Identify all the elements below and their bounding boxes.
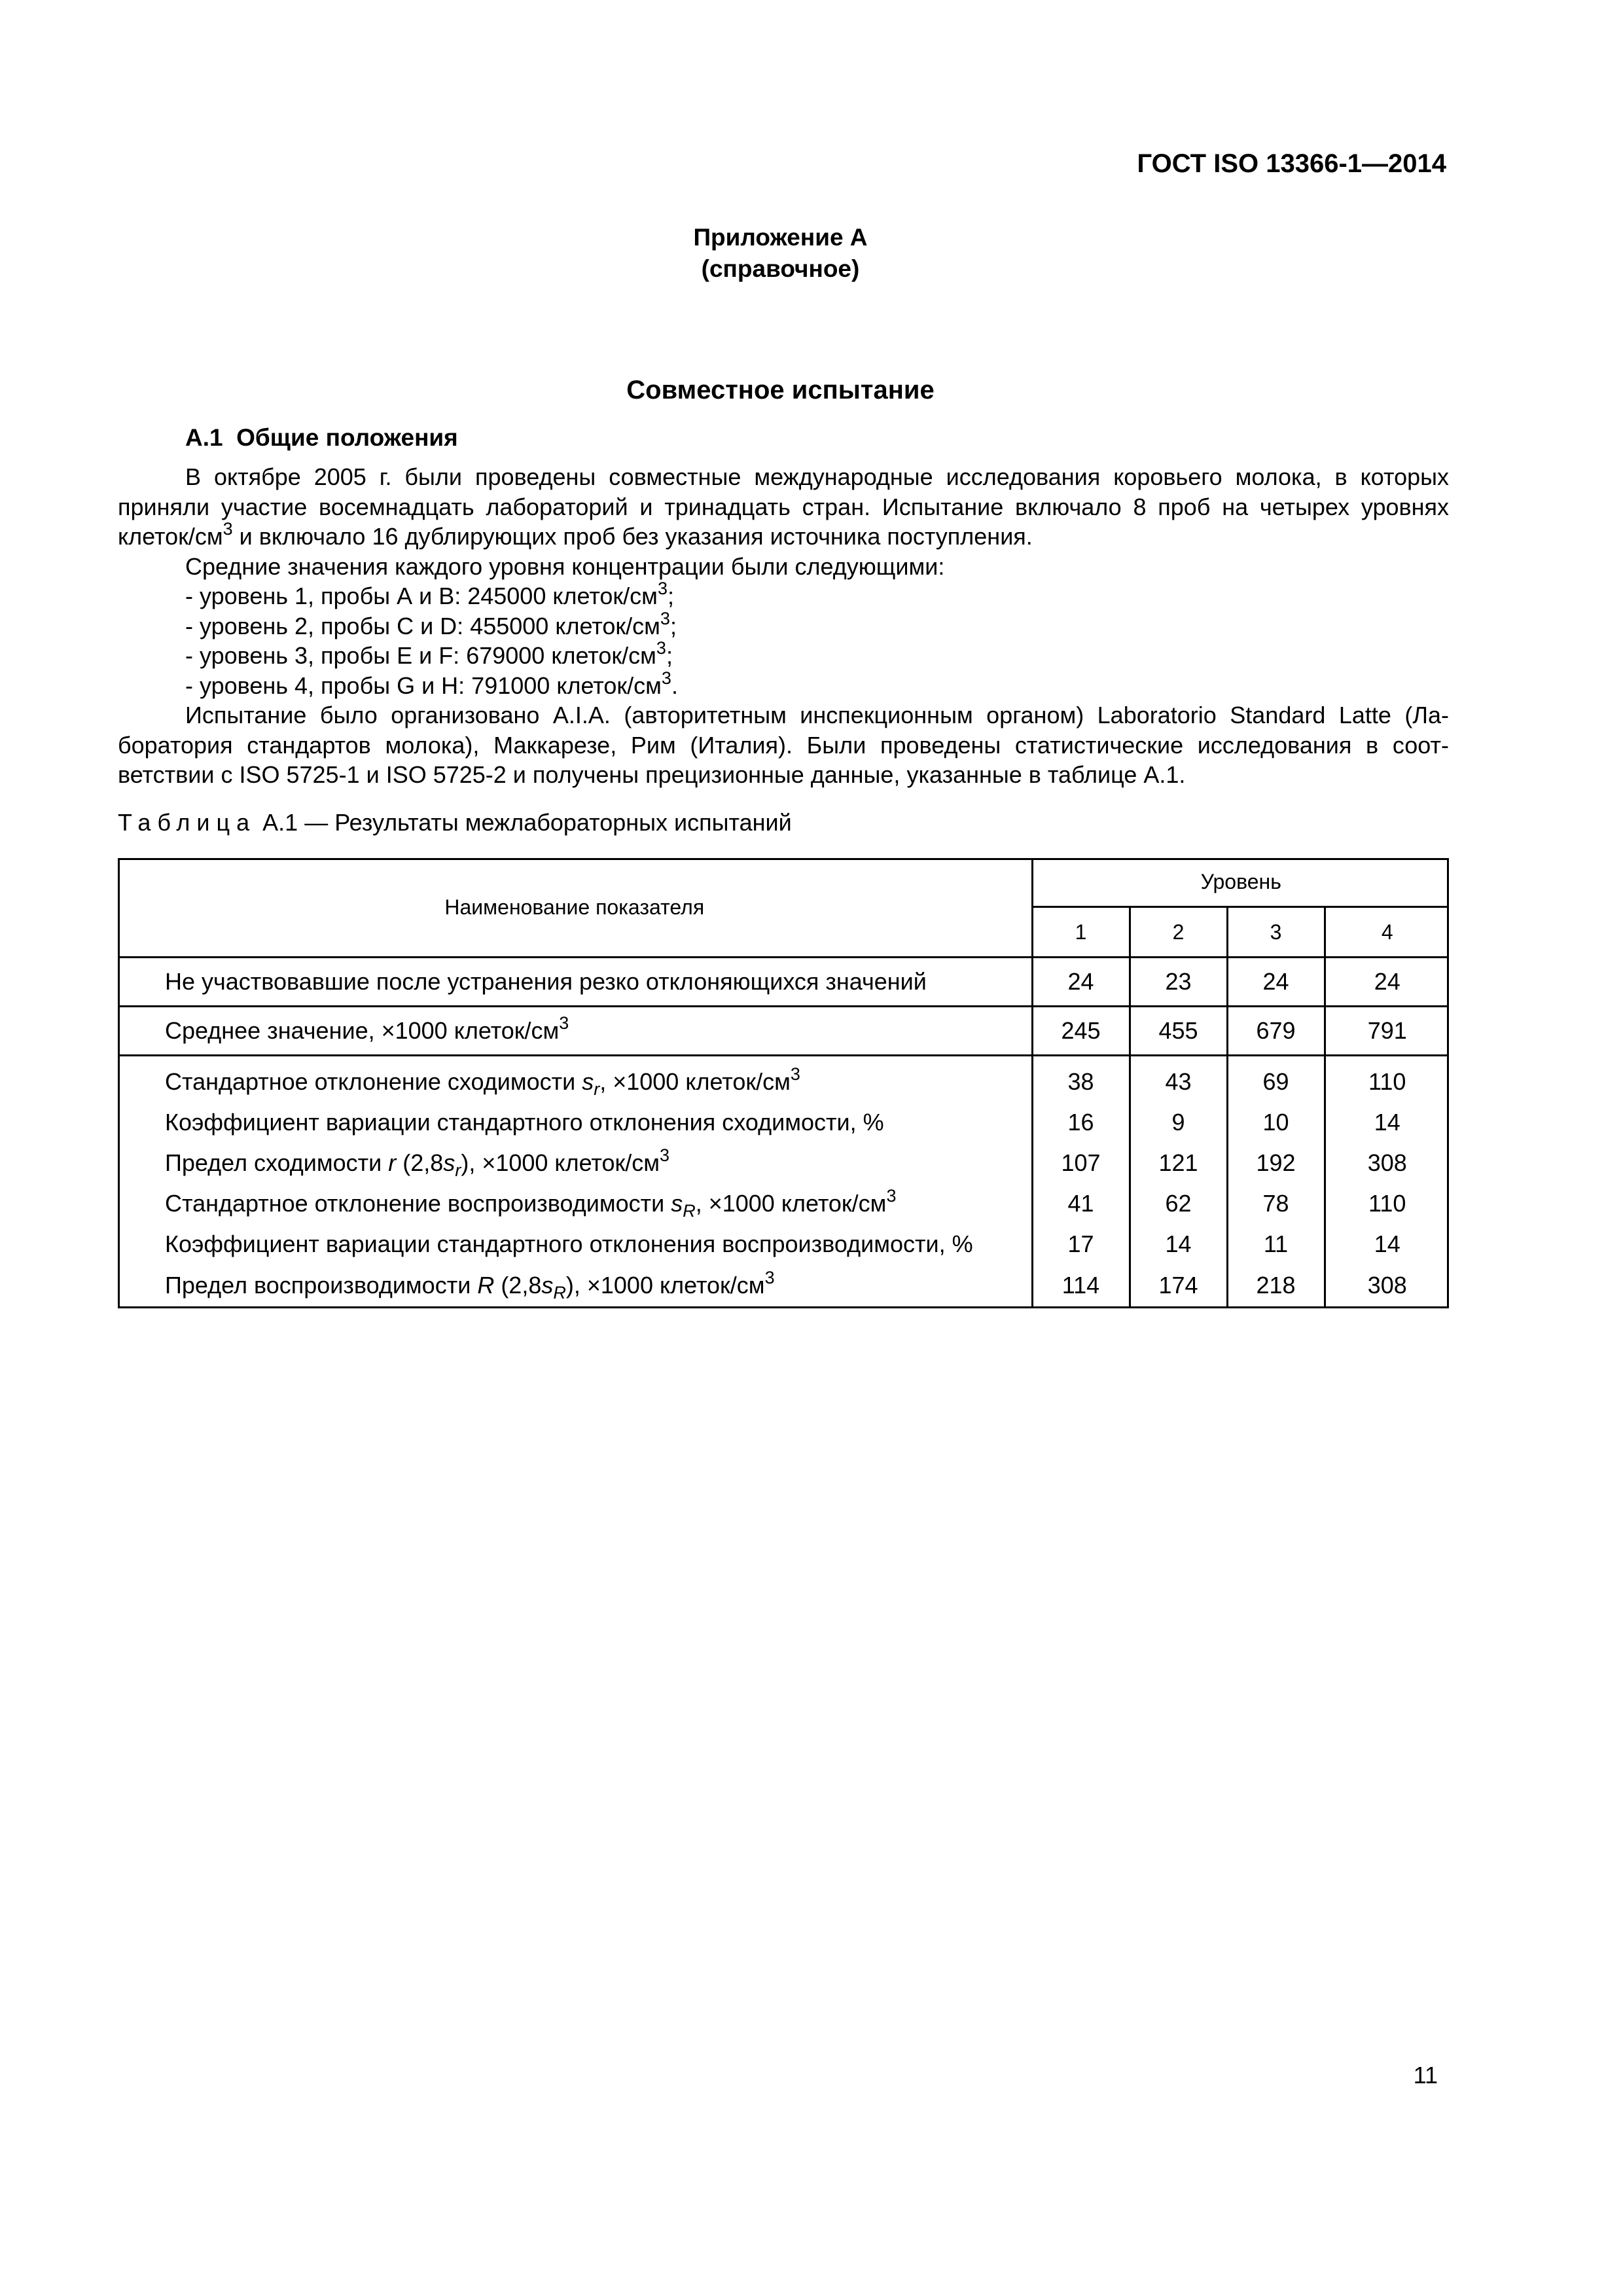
page-number: 11 (1413, 2062, 1438, 2089)
cell-value: 9 (1130, 1102, 1227, 1143)
table-row (118, 1224, 1449, 1265)
row-label: Предел сходимости r $(2,8s_r)$, ×1000 клеток/$см^3$ (165, 1145, 670, 1181)
cell-value: 679 (1227, 1007, 1325, 1056)
cell-value: 121 (1130, 1143, 1227, 1183)
paragraph-3-line-1: Испытание было организовано A.I.A. (авторитетным инспекционным органом) Laboratorio Standard Latte (Ла- (185, 702, 1449, 728)
paragraph-2: Средние значения каждого уровня концентрации были следующими: (185, 552, 945, 580)
row-label: Стандартное отклонение воспроизводимости $s_R$, ×1000 клеток/$см^3$ (165, 1186, 897, 1221)
row-label: Стандартное отклонение сходимости $s_r$, ×1000 клеток/$см^3$ (165, 1064, 800, 1100)
cell-value: 11 (1227, 1224, 1325, 1265)
cell-value: 308 (1325, 1265, 1449, 1306)
cell-value: 14 (1325, 1102, 1449, 1143)
level-number: 4 (1325, 907, 1449, 958)
table-row (118, 1007, 1449, 1056)
paragraph-3-line-3: ветствии с ISO 5725-1 и ISO 5725-2 и получены прецизионные данные, указанные в таблице А.1. (118, 761, 1186, 788)
level-item: - уровень 1, пробы А и В: 245000 клеток/$см^3$; (185, 579, 674, 609)
cell-value: 78 (1227, 1183, 1325, 1224)
row-label: Предел воспроизводимости R $(2,8s_R)$, ×1000 клеток/$см^3$ (165, 1268, 775, 1303)
table-row (118, 1183, 1449, 1224)
results-table (118, 858, 1449, 1306)
cell-value: 24 (1032, 958, 1130, 1007)
cell-value: 69 (1227, 1056, 1325, 1103)
cell-value: 791 (1325, 1007, 1449, 1056)
table-caption (118, 809, 792, 836)
table-caption-word: Таблица (118, 809, 257, 836)
row-label: Коэффициент вариации стандартного отклонения сходимости, % (165, 1109, 884, 1136)
cell-value: 14 (1325, 1224, 1449, 1265)
table-row (118, 1265, 1449, 1306)
subsection-title: Общие положения (236, 424, 458, 451)
cell-value: 308 (1325, 1143, 1449, 1183)
cell-value: 17 (1032, 1224, 1130, 1265)
cell-value: 62 (1130, 1183, 1227, 1224)
cell-value: 174 (1130, 1265, 1227, 1306)
subsection-number: А.1 (185, 424, 223, 451)
cell-value: 16 (1032, 1102, 1130, 1143)
level-number: 3 (1227, 907, 1325, 958)
cell-value: 23 (1130, 958, 1227, 1007)
section-title: Совместное испытание (626, 376, 935, 404)
cell-value: 218 (1227, 1265, 1325, 1306)
column-header-name: Наименование показателя (118, 858, 1032, 958)
cell-value: 14 (1130, 1224, 1227, 1265)
cell-value: 38 (1032, 1056, 1130, 1103)
column-header-level: Уровень (1032, 858, 1449, 907)
paragraph-1-line-2: приняли участие восемнадцать лабораторий и тринадцать стран. Испытание включало 8 проб на четырех уровнях (118, 493, 1449, 520)
cell-value: 43 (1130, 1056, 1227, 1103)
level-item: - уровень 2, пробы С и D: 455000 клеток/$см^3$; (185, 608, 677, 639)
table-row (118, 1143, 1449, 1183)
row-label: Среднее значение, ×1000 клеток/$см^3$ (118, 1007, 1032, 1056)
body-text (118, 462, 1449, 790)
cell-value: 455 (1130, 1007, 1227, 1056)
row-label: Коэффициент вариации стандартного отклонения воспроизводимости, % (165, 1230, 973, 1257)
appendix-title: Приложение А (693, 224, 868, 251)
paragraph-3-line-2: боратория стандартов молока), Маккарезе, Рим (Италия). Были проведены статистические исследования в соот- (118, 731, 1449, 759)
cell-value: 24 (1227, 958, 1325, 1007)
cell-value: 10 (1227, 1102, 1325, 1143)
cell-value: 41 (1032, 1183, 1130, 1224)
paragraph-1-line-3: клеток/$см^3$ и включало 16 дублирующих проб без указания источника поступления. (118, 519, 1033, 550)
cell-value: 192 (1227, 1143, 1325, 1183)
level-item: - уровень 3, пробы Е и F: 679000 клеток/$см^3$; (185, 638, 673, 669)
level-number: 1 (1032, 907, 1130, 958)
cell-value: 107 (1032, 1143, 1130, 1183)
cell-value: 114 (1032, 1265, 1130, 1306)
standard-code: ГОСТ ISO 13366-1—2014 (1137, 149, 1446, 178)
table-row (118, 1056, 1449, 1103)
appendix-type: (справочное) (701, 255, 860, 282)
paragraph-1-line-1: В октябре 2005 г. были проведены совместные международные исследования коровьего молока, в которых (185, 463, 1449, 490)
cell-value: 110 (1325, 1183, 1449, 1224)
cell-value: 245 (1032, 1007, 1130, 1056)
table-row (118, 958, 1449, 1007)
cell-value: 110 (1325, 1056, 1449, 1103)
level-number: 2 (1130, 907, 1227, 958)
cell-value: 24 (1325, 958, 1449, 1007)
level-item: - уровень 4, пробы G и Н: 791000 клеток/$см^3$. (185, 668, 678, 699)
subsection-heading (185, 424, 458, 452)
row-label: Не участвовавшие после устранения резко отклоняющихся значений (118, 958, 1032, 1007)
table-row (118, 1102, 1449, 1143)
table-caption-text: А.1 — Результаты межлабораторных испытаний (256, 809, 792, 836)
